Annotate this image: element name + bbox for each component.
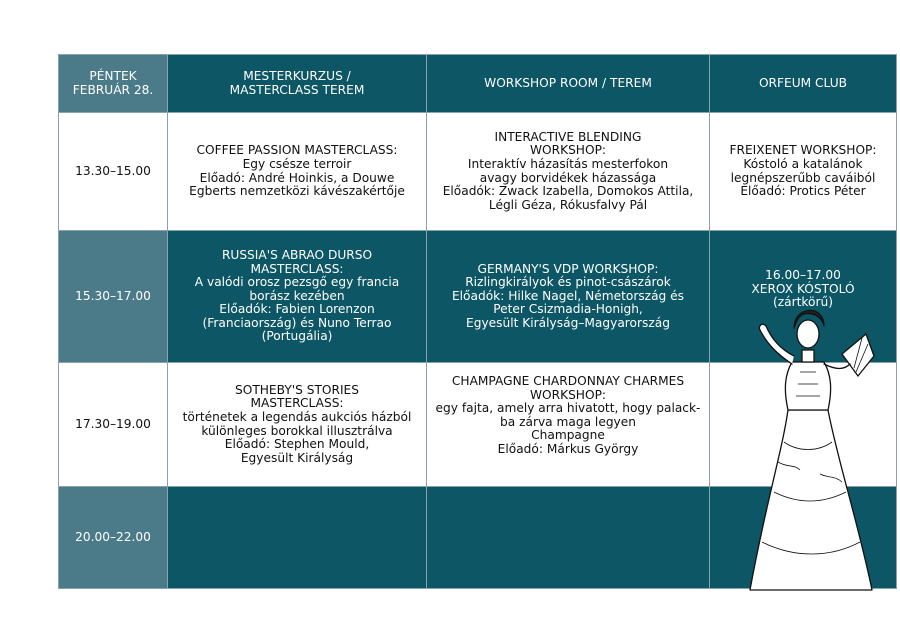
- masterclass-header-line1: MESTERKURZUS /: [243, 68, 351, 83]
- time-slot: 20.00–22.00: [59, 487, 168, 589]
- masterclass-header: [168, 55, 427, 113]
- orfeum-header: [710, 55, 897, 113]
- session-title: RUSSIA'S ABRAO DURSO: [221, 247, 373, 262]
- session-subtitle: Kóstoló a katalánok: [743, 156, 863, 171]
- session-presenter: Előadók: Fabien Lorenzon: [219, 302, 375, 317]
- session-title: GERMANY'S VDP WORKSHOP:: [477, 261, 659, 276]
- session-presenter: Egberts nemzetközi kávészakértője: [189, 184, 405, 199]
- session-title: FREIXENET WORKSHOP:: [729, 143, 877, 158]
- session-title: COFFEE PASSION MASTERCLASS:: [196, 143, 398, 158]
- session-time: 16.00–17.00: [765, 268, 841, 282]
- orfeum-session: [710, 113, 897, 231]
- masterclass-session: [168, 487, 427, 589]
- session-subtitle: Champagne: [531, 428, 605, 443]
- session-subtitle: legnépszerűbb caváiból: [730, 170, 876, 185]
- time-slot: 17.30–19.00: [59, 363, 168, 487]
- session-presenter: Előadók: Zwack Izabella, Domokos Attila,: [442, 184, 694, 199]
- session-title: WORKSHOP:: [529, 387, 607, 402]
- session-subtitle: A valódi orosz pezsgő egy francia: [194, 275, 400, 290]
- orfeum-header-label: ORFEUM CLUB: [758, 75, 848, 90]
- workshop-session: [427, 231, 710, 363]
- header-row: [59, 55, 897, 113]
- session-note: (zártkörű): [773, 295, 833, 310]
- session-subtitle: borász kezében: [249, 288, 345, 303]
- session-presenter: Előadó: Protics Péter: [740, 184, 866, 199]
- session-subtitle: különleges borokkal illusztrálva: [201, 423, 393, 438]
- workshop-session: [427, 363, 710, 487]
- session-presenter: Peter Csizmadia-Honigh,: [493, 302, 643, 317]
- workshop-session: [427, 113, 710, 231]
- session-presenter: Előadók: Hilke Nagel, Németország és: [451, 288, 685, 303]
- session-presenter: Egyesült Királyság–Magyarország: [466, 315, 670, 330]
- schedule-row: [59, 113, 897, 231]
- masterclass-session: [168, 231, 427, 363]
- session-subtitle: egy fajta, amely arra hivatott, hogy palack-: [435, 401, 701, 416]
- day-header: [59, 55, 168, 113]
- vintage-lady-illustration: [738, 292, 880, 592]
- session-subtitle: Egy csésze terroir: [242, 156, 352, 171]
- masterclass-header-line2: MASTERCLASS TEREM: [229, 82, 365, 97]
- session-title: SOTHEBY'S STORIES: [234, 382, 359, 397]
- session-presenter: (Franciaország) és Nuno Terrao: [202, 315, 392, 330]
- session-subtitle: ba zárva maga legyen: [500, 414, 636, 429]
- session-presenter: Egyesült Királyság: [240, 450, 354, 465]
- day-label: PÉNTEK: [89, 68, 137, 83]
- time-slot: 15.30–17.00: [59, 231, 168, 363]
- session-presenter: Légli Géza, Rókusfalvy Pál: [488, 197, 648, 212]
- session-presenter: (Portugália): [261, 329, 333, 344]
- session-title: XEROX KÓSTOLÓ: [751, 281, 855, 296]
- session-subtitle: Interaktív házasítás mesterfokon: [467, 156, 669, 171]
- masterclass-session: [168, 363, 427, 487]
- session-presenter: Előadó: Márkus György: [497, 441, 639, 456]
- session-subtitle: történetek a legendás aukciós házból: [182, 409, 412, 424]
- session-title: INTERACTIVE BLENDING: [494, 129, 642, 144]
- date-label: FEBRUÁR 28.: [72, 82, 154, 97]
- masterclass-session: [168, 113, 427, 231]
- session-presenter: Előadó: André Hoinkis, a Douwe: [199, 170, 395, 185]
- session-title: CHAMPAGNE CHARDONNAY CHARMES: [451, 374, 685, 388]
- session-title: WORKSHOP:: [529, 143, 607, 158]
- session-title: MASTERCLASS:: [250, 261, 344, 276]
- session-subtitle: avagy borvidékek házassága: [479, 170, 657, 185]
- workshop-session: [427, 487, 710, 589]
- session-subtitle: Rizlingkirályok és pinot-császárok: [465, 275, 671, 290]
- workshop-header: [427, 55, 710, 113]
- workshop-header-label: WORKSHOP ROOM / TEREM: [484, 75, 652, 90]
- time-slot: 13.30–15.00: [59, 113, 168, 231]
- session-title: MASTERCLASS:: [250, 396, 344, 411]
- session-presenter: Előadó: Stephen Mould,: [224, 437, 370, 452]
